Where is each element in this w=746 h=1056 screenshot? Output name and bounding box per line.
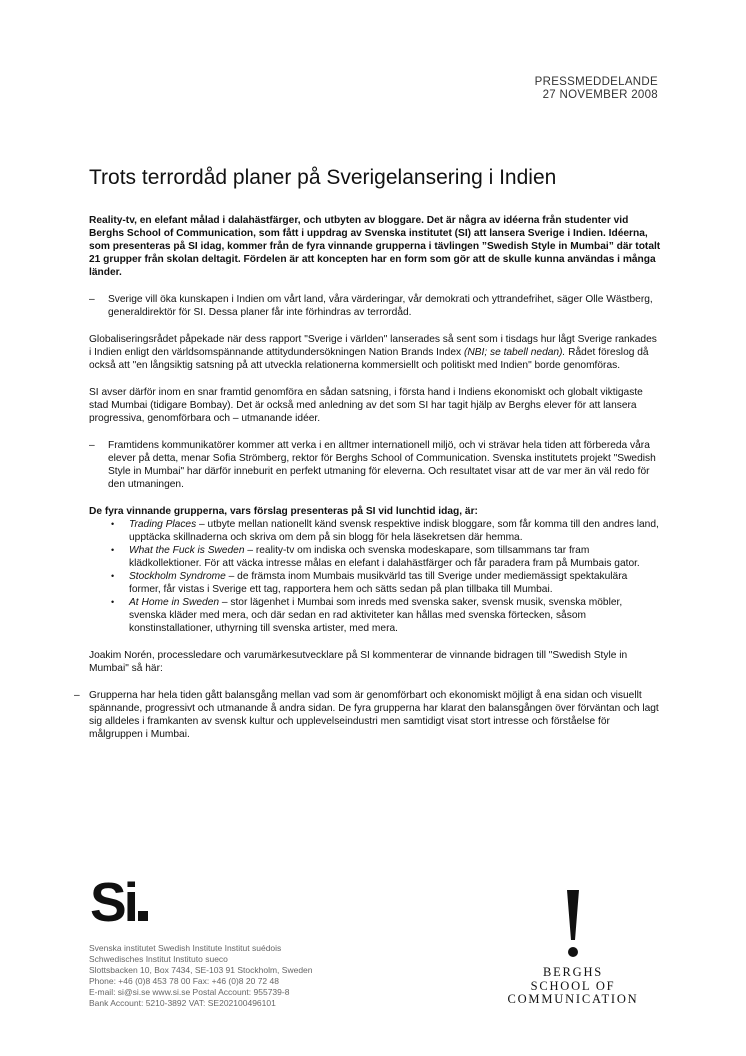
dash-mark: – — [89, 294, 95, 305]
address-line: Schwedisches Institut Instituto sueco — [89, 954, 228, 964]
winner-desc: – utbyte mellan nationellt känd svensk respektive indisk bloggare, som får komma till den andres land, upptäcka skillnaderna och skriva om dem på sin blogg för hela läsekretsen där hemma. — [129, 519, 659, 543]
list-item — [111, 596, 661, 635]
paragraph-emphasis: (NBI; se tabell nedan). — [463, 347, 566, 358]
address-line: Bank Account: 5210-3892 VAT: SE202100496101 — [89, 998, 276, 1008]
winner-name: What the Fuck is Sweden — [129, 545, 245, 556]
si-logo-dot — [138, 911, 148, 921]
paragraph-text: Globaliseringsrådet påpekade när dess rapport "Sverige i världen" lanserades så sent som i tisdags hur lågt Sverige rankades i Indien enligt den världsomspännande attitydundersökningen Nation Brands Index — [89, 334, 657, 358]
press-date: 27 NOVEMBER 2008 — [542, 89, 658, 101]
winners-list — [89, 518, 661, 635]
winner-name: At Home in Sweden — [129, 597, 220, 608]
article-body — [74, 214, 661, 755]
paragraph-globalisering — [89, 333, 661, 372]
berghs-logo — [498, 888, 648, 1007]
winner-desc: – de främsta inom Mumbais musikvärld tas till Sverige under mediemässigt spektakulära former, får vistas i Sverige ett tag, rapportera hem och sätts sedan på plan tillbaka till Mumbai. — [129, 571, 628, 595]
dash-mark: – — [74, 690, 80, 701]
quote-text: Framtidens kommunikatörer kommer att verka i en alltmer internationell miljö, och vi strävar hela tiden att förbereda våra elever på detta, menar Sofia Strömberg, rektor för Berghs School of Communication. Svenska institutets projekt "Swedish Style in Mumbai" har därför inneburit en perfekt utmaning för eleverna. Och resultatet visar att de var mer än väl redo för den utmaningen. — [108, 440, 656, 490]
bullet-mark: • — [111, 545, 115, 555]
winner-name: Stockholm Syndrome — [129, 571, 226, 582]
quote-noren — [74, 689, 661, 741]
quote-stromberg — [89, 439, 661, 491]
paragraph-text: Rådet föreslog då också att "en långsiktig satsning på att utveckla relationerna kommersiellt och politiskt med Indien" borde genomföras. — [89, 347, 649, 371]
dash-mark: – — [89, 440, 95, 451]
address-line: Phone: +46 (0)8 453 78 00 Fax: +46 (0)8 20 72 48 — [89, 976, 279, 986]
address-line: Svenska institutet Swedish Institute Institut suédois — [89, 943, 282, 953]
si-logo — [90, 872, 148, 932]
address-line: Slottsbacken 10, Box 7434, SE-103 91 Stockholm, Sweden — [89, 965, 313, 975]
bullet-mark: • — [111, 597, 115, 607]
winners-heading: De fyra vinnande grupperna, vars förslag presenteras på SI vid lunchtid idag, är: — [89, 506, 478, 517]
winner-name: Trading Places — [129, 519, 197, 530]
address-line: E-mail: si@si.se www.si.se Postal Account: 955739-8 — [89, 987, 290, 997]
winner-desc: – stor lägenhet i Mumbai som inreds med svenska saker, svensk musik, svenska möbler, svenska kläder med mera, och där sedan en rad aktiviteter kan hållas med svenska förtecken, såsom konstinstallationer, uthyrning till svenska artister, med mera. — [129, 597, 623, 634]
quote-text: Sverige vill öka kunskapen i Indien om vårt land, våra värderingar, vår demokrati och yttrandefrihet, säger Olle Wästberg, generaldirektör för SI. Dessa planer får inte förhindras av terrordåd. — [108, 294, 653, 318]
exclamation-icon — [498, 888, 648, 966]
page-title: Trots terrordåd planer på Sverigelansering i Indien — [89, 166, 557, 189]
si-address — [89, 943, 313, 1009]
list-item — [111, 518, 661, 544]
winner-desc: – reality-tv om indiska och svenska modeskapare, som tillsammans tar fram klädkollektioner. För att väcka intresse målas en elefant i dalahästfärger och får paradera fram på Mumbais gator. — [129, 545, 640, 569]
press-label: PRESSMEDDELANDE — [534, 76, 658, 88]
quote-wastberg — [89, 293, 661, 319]
quote-text: Grupperna har hela tiden gått balansgång mellan vad som är genomförbart och ekonomiskt möjligt å ena sidan och visuellt spännande, progressivt och utmanande å andra sidan. De fyra grupperna har klarat den balansgången över förväntan och lagt sig alldeles i framkanten av svensk kultur och upplevelseindustri men samtidigt visat stort intresse och förståelse för målgruppen i Mumbai. — [89, 690, 659, 740]
bullet-mark: • — [111, 519, 115, 529]
press-header — [535, 76, 658, 102]
berghs-line: SCHOOL OF — [530, 978, 616, 993]
list-item — [111, 544, 661, 570]
si-logo-text: Si — [90, 871, 136, 933]
berghs-line: BERGHS — [542, 965, 604, 979]
bullet-mark: • — [111, 571, 115, 581]
paragraph-noren: Joakim Norén, processledare och varumärkesutvecklare på SI kommenterar de vinnande bidragen till "Swedish Style in Mumbai" så här: — [89, 650, 628, 674]
list-item — [111, 570, 661, 596]
paragraph-satsning: SI avser därför inom en snar framtid genomföra en sådan satsning, i första hand i Indiens ekonomiskt och globalt viktigaste stad Mumbai (tidigare Bombay). Det är också med anledning av det som SI har tagit hjälp av Berghs elever för att lansera progressiva, genomförbara och – utmanande idéer. — [89, 387, 643, 424]
berghs-line: COMMUNICATION — [507, 992, 639, 1006]
lead-paragraph: Reality-tv, en elefant målad i dalahästfärger, och utbyten av bloggare. Det är några av idéerna från studenter vid Berghs School of Communication, som fått i uppdrag av Svenska institutet (SI) att lansera Sverige i Indien. Idéerna, som presenteras på SI idag, kommer från de fyra vinnande grupperna i tävlingen ”Swedish Style in Mumbai” där totalt 21 grupper från skolan deltagit. Fördelen är att koncepten har en form som gör att de skulle kunna användas i många länder. — [89, 215, 661, 278]
